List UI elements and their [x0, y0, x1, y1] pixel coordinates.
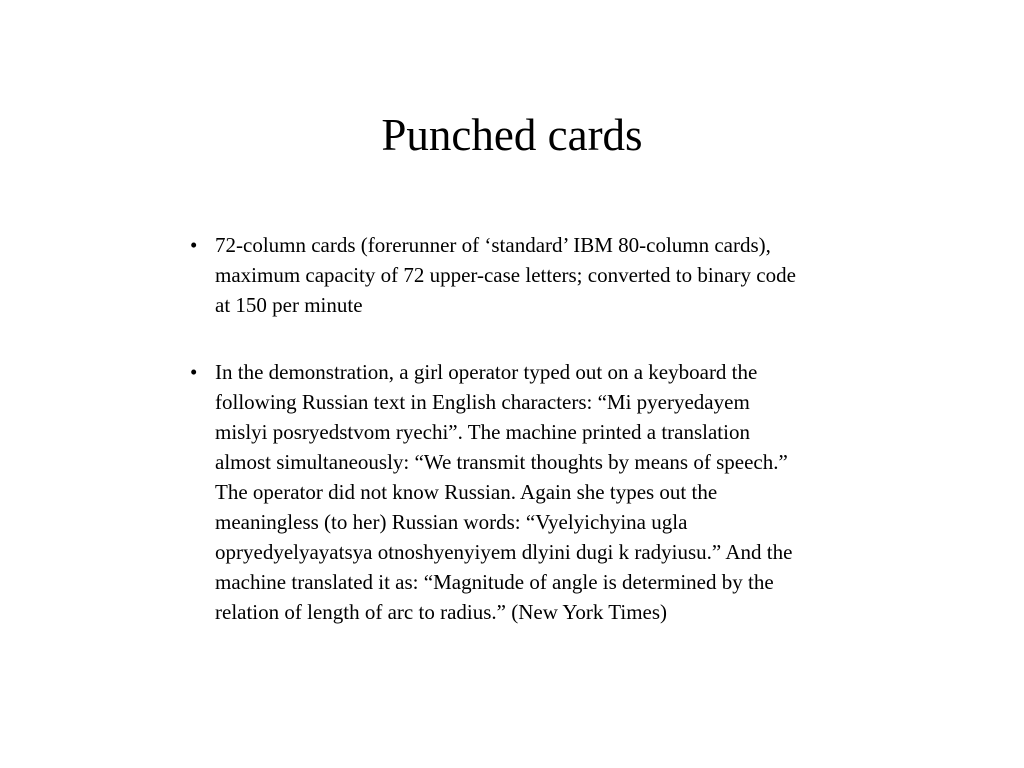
bullet-text: In the demonstration, a girl operator typed out on a keyboard the following Russian text in English characters: “Mi pyeryedayem mislyi posryedstvom ryechi”. The machine printed a translation almost simultaneously: “We transmit thoughts by means of speech.” The operator did not know Russian. Again she types out the meaningless (to her) Russian words: “Vyelyichyina ugla opryedyelyayatsya otnoshyenyiyem dlyini dugi k radyiusu.” And the machine translated it as: “Magnitude of angle is determined by the relation of length of arc to radius.” (New York Times) — [215, 360, 793, 624]
slide-title: Punched cards — [381, 110, 643, 160]
bullet-icon: • — [190, 360, 198, 384]
bullet-item — [190, 230, 930, 320]
bullet-list — [190, 230, 930, 627]
bullet-item — [190, 357, 930, 627]
bullet-text: 72-column cards (forerunner of ‘standard’ IBM 80-column cards), maximum capacity of 72 upper-case letters; converted to binary code at 150 per minute — [215, 233, 796, 317]
bullet-icon: • — [190, 233, 198, 257]
